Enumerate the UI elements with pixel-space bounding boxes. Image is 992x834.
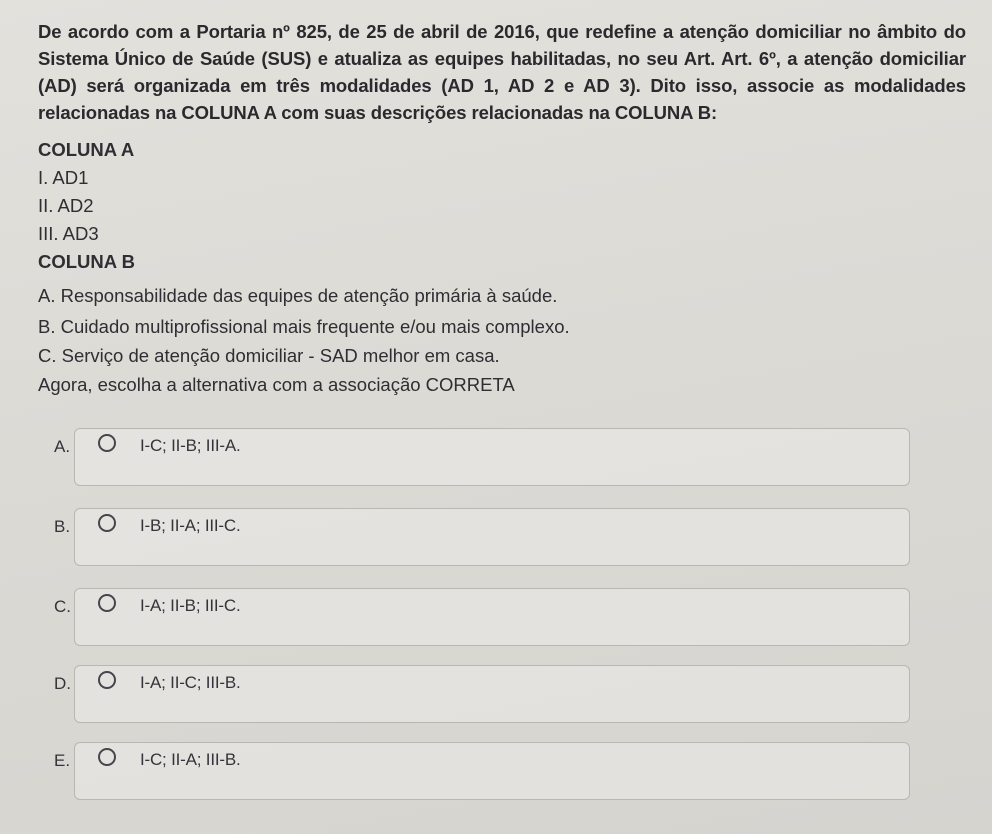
option-letter: B. xyxy=(54,517,71,536)
instruction-text: Agora, escolha a alternativa com a associação CORRETA xyxy=(38,374,515,395)
option-letter: E. xyxy=(54,751,71,770)
option-label: I-C; II-B; III-A. xyxy=(140,436,241,455)
column-b-item-c: C. Serviço de atenção domiciliar - SAD melhor em casa. xyxy=(38,345,500,366)
radio-circle-icon[interactable] xyxy=(98,434,116,452)
radio-circle-icon[interactable] xyxy=(98,514,116,532)
column-a-item-1: I. AD1 xyxy=(38,167,89,188)
option-a[interactable] xyxy=(54,428,914,486)
radio-circle-icon[interactable] xyxy=(98,671,116,689)
option-label: I-A; II-B; III-C. xyxy=(140,596,241,615)
question-text: De acordo com a Portaria nº 825, de 25 de abril de 2016, que redefine a atenção domiciliar no âmbito do Sistema Único de Saúde (SUS) e atualiza as equipes habilitadas, no seu Art. Art. 6º, a atenção domiciliar (AD) será organizada em três modalidades (AD 1, AD 2 e AD 3). Dito isso, associe as modalidades relacionadas na COLUNA A com suas descrições relacionadas na COLUNA B: xyxy=(38,21,966,123)
radio-circle-icon[interactable] xyxy=(98,594,116,612)
option-label: I-C; II-A; III-B. xyxy=(140,750,241,769)
option-e[interactable] xyxy=(54,742,914,800)
option-d[interactable] xyxy=(54,665,914,723)
column-b-item-b: B. Cuidado multiprofissional mais frequente e/ou mais complexo. xyxy=(38,316,570,337)
column-b-item-a: A. Responsabilidade das equipes de atenção primária à saúde. xyxy=(38,285,558,306)
option-letter: A. xyxy=(54,437,71,456)
column-a-header: COLUNA A xyxy=(38,139,135,160)
column-b-header: COLUNA B xyxy=(38,251,135,272)
option-letter: D. xyxy=(54,674,71,693)
option-letter: C. xyxy=(54,597,71,616)
column-a-item-2: II. AD2 xyxy=(38,195,94,216)
option-label: I-B; II-A; III-C. xyxy=(140,516,241,535)
option-b[interactable] xyxy=(54,508,914,566)
radio-circle-icon[interactable] xyxy=(98,748,116,766)
column-a-item-3: III. AD3 xyxy=(38,223,99,244)
option-c[interactable] xyxy=(54,588,914,646)
option-label: I-A; II-C; III-B. xyxy=(140,673,241,692)
